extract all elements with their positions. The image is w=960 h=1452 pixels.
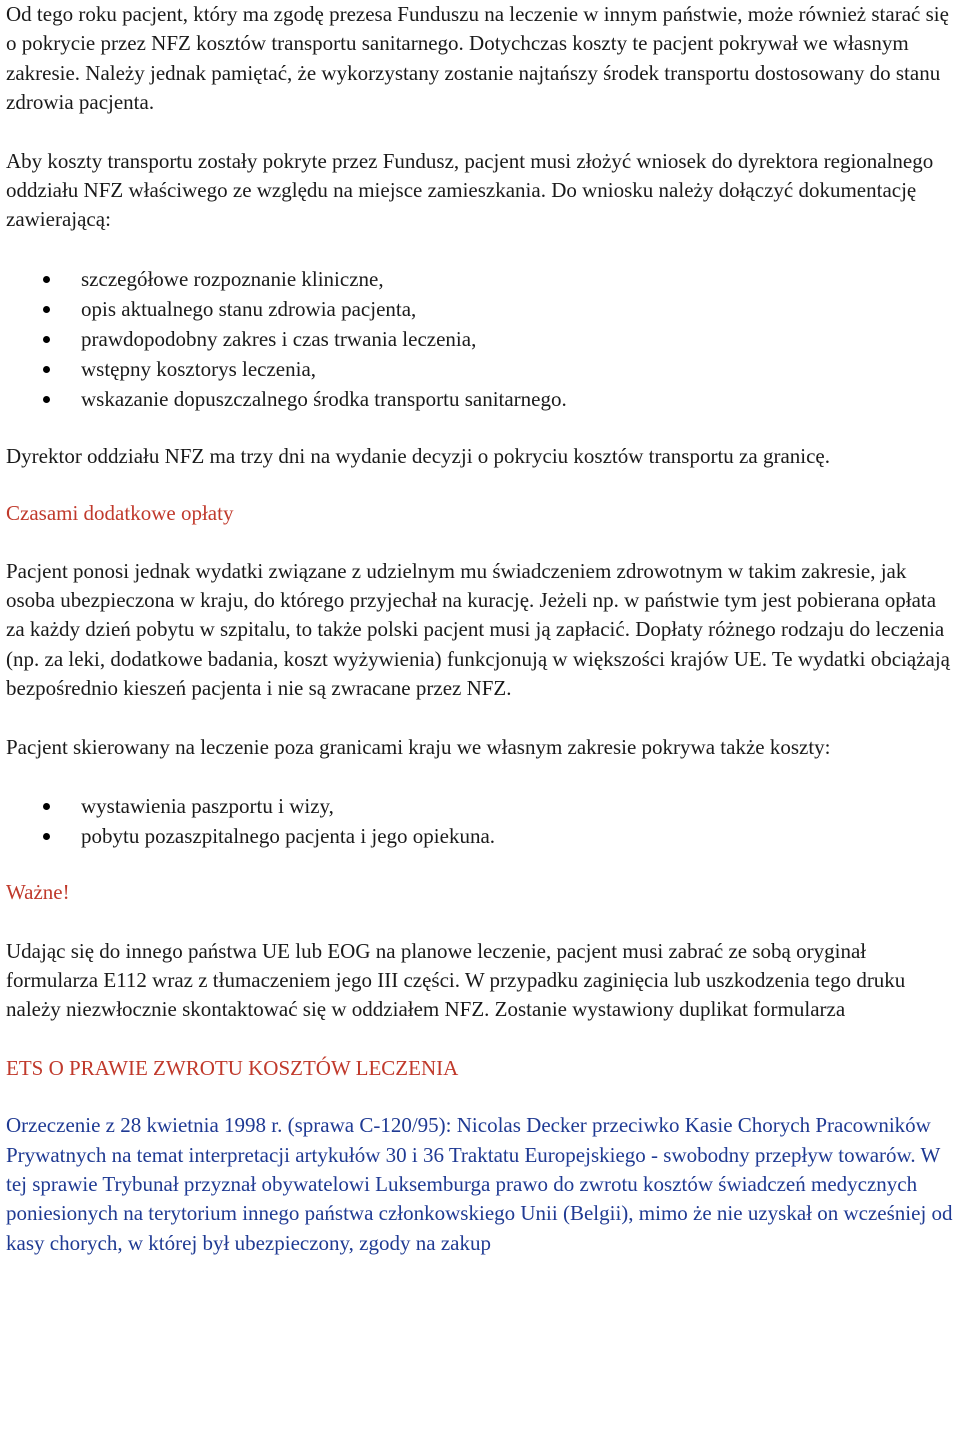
paragraph-transport-cost: Od tego roku pacjent, który ma zgodę prezesa Funduszu na leczenie w innym państwie, może również starać się o pokrycie przez NFZ kosztów transportu sanitarnego. Dotychczas koszty te pacjent pokrywał we własnym zakresie. Należy jednak pamiętać, że wykorzystany zostanie najtańszy środek transportu dostosowany do stanu zdrowia pacjenta.: [6, 2, 949, 115]
paragraph-patient-costs: Pacjent skierowany na leczenie poza granicami kraju we własnym zakresie pokrywa także koszty:: [6, 734, 831, 759]
paragraph-application: Aby koszty transportu zostały pokryte przez Fundusz, pacjent musi złożyć wniosek do dyrektora regionalnego oddziału NFZ właściwego ze względu na miejsce zamieszkania. Do wniosku należy dołączyć dokumentację zawierającą:: [6, 148, 934, 232]
paragraph-ruling: Orzeczenie z 28 kwietnia 1998 r. (sprawa C-120/95): Nicolas Decker przeciwko Kasie Chorych Pracowników Prywatnych na temat interpretacji artykułów 30 i 36 Traktatu Europejskiego - swobodny przepływ towarów. W tej sprawie Trybunał przyznał obywatelowi Luksemburga prawo do zwrotu kosztów świadczeń medycznych poniesionych na terytorium innego państwa członkowskiego Unii (Belgii), mimo że nie uzyskał on wcześniej od kasy chorych, w której był ubezpieczony, zgody na zakup: [6, 1113, 953, 1255]
paragraph-patient-expenses: Pacjent ponosi jednak wydatki związane z udzielnym mu świadczeniem zdrowotnym w takim zakresie, jak osoba ubezpieczona w kraju, do którego przyjechał na kurację. Jeżeli np. w państwie tym jest pobierana opłata za każdy dzień pobytu w szpitalu, to także polski pacjent musi ją zapłacić. Dopłaty różnego rodzaju do leczenia (np. za leki, dodatkowe badania, koszt wyżywienia) funkcjonują w większości krajów UE. Te wydatki obciążają bezpośrednio kieszeń pacjenta i nie są zwracane przez NFZ.: [6, 558, 950, 701]
paragraph-e112-form: Udając się do innego państwa UE lub EOG na planowe leczenie, pacjent musi zabrać ze sobą oryginał formularza E112 wraz z tłumaczeniem jego III części. W przypadku zaginięcia lub uszkodzenia tego druku należy niezwłocznie skontaktować się w oddziałem NFZ. Zostanie wystawiony duplikat formularza: [6, 938, 906, 1022]
section-heading-additional-fees: Czasami dodatkowe opłaty: [6, 501, 234, 526]
paragraph-director-decision: Dyrektor oddziału NFZ ma trzy dni na wydanie decyzji o pokryciu kosztów transportu za granicę.: [6, 443, 830, 468]
documentation-list: [6, 264, 956, 414]
list-item: wstępny kosztorys leczenia,: [6, 354, 956, 384]
list-item: opis aktualnego stanu zdrowia pacjenta,: [6, 294, 956, 324]
list-item: szczegółowe rozpoznanie kliniczne,: [6, 264, 956, 294]
list-item: prawdopodobny zakres i czas trwania leczenia,: [6, 324, 956, 354]
important-label: Ważne!: [6, 880, 70, 905]
costs-list: [6, 791, 956, 851]
list-item: wskazanie dopuszczalnego środka transportu sanitarnego.: [6, 384, 956, 414]
section-heading-ets: ETS O PRAWIE ZWROTU KOSZTÓW LECZENIA: [6, 1055, 459, 1080]
list-item: pobytu pozaszpitalnego pacjenta i jego opiekuna.: [6, 821, 956, 851]
list-item: wystawienia paszportu i wizy,: [6, 791, 956, 821]
